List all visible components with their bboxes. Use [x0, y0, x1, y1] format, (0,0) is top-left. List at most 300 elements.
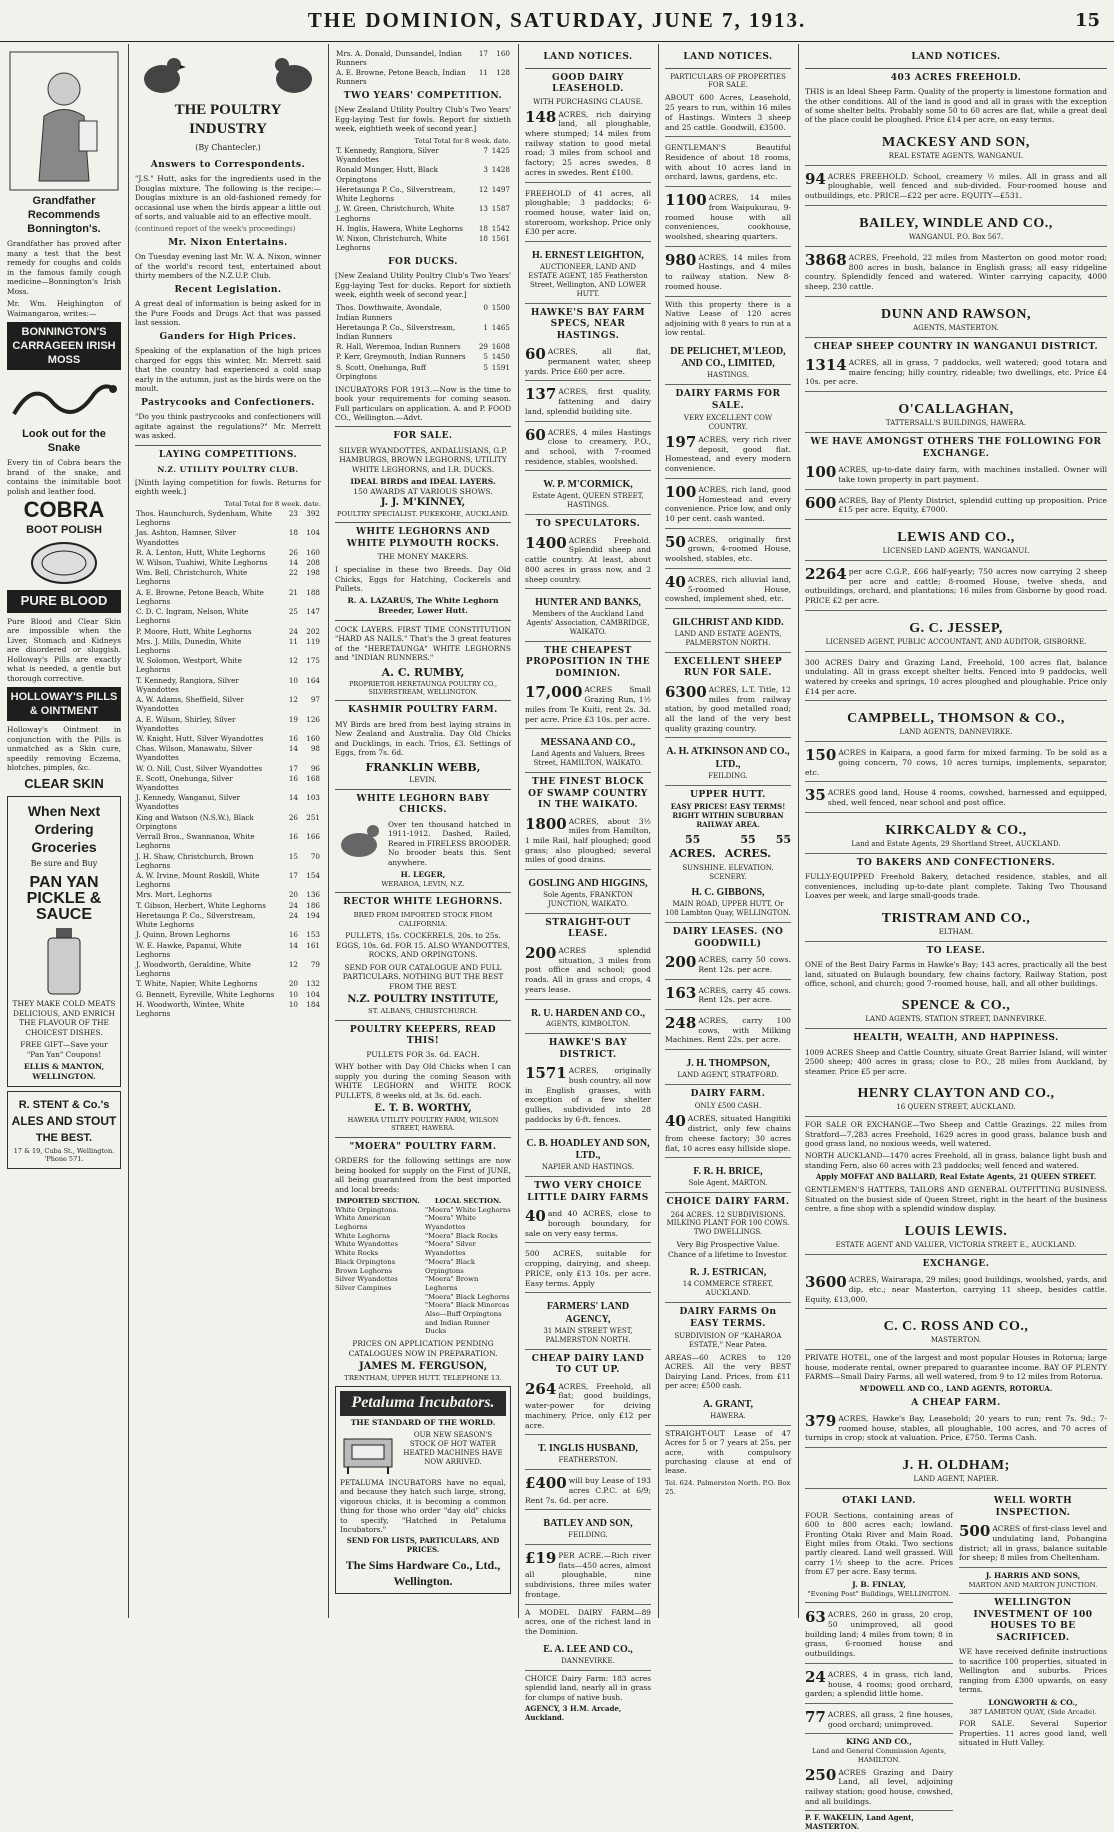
stent-ales: ALES AND STOUT [11, 1113, 117, 1128]
keepers-heading: POULTRY KEEPERS, READ THIS! [349, 1024, 497, 1047]
week-score: 13 [478, 204, 488, 214]
table-row [135, 675, 321, 694]
classified-ad [805, 493, 1107, 520]
ad-list [805, 250, 1107, 297]
ad-list [805, 462, 1107, 520]
ad-list [805, 1411, 1107, 1448]
ad-lead-number: 150 [805, 746, 837, 765]
dairy-farm-heading: DAIRY FARM. [690, 1088, 766, 1099]
batley-address: FEILDING. [568, 1531, 608, 1540]
acre-grid [665, 833, 791, 861]
classified-ad [525, 186, 651, 243]
column-advertisements [2, 44, 126, 1618]
total-score: 186 [306, 900, 320, 910]
gosling-address: Sole Agents, FRANKTON JUNCTION, WAIKATO. [543, 891, 633, 908]
ad-list [525, 1548, 651, 1605]
ad-text: ACRES, 4 miles Hastings close to creamery, P.O., and school, with 7-roomed residence, stables, woolshed. [525, 427, 651, 466]
classified-ad [805, 785, 1107, 812]
entrant-name: A. E. Browne, Petone Beach, White Leghorns [136, 587, 264, 606]
ad-text: ACRES, rich dairying land, all ploughable, where stumped; 14 miles from railway station to good metal road; 3 miles from school and factory; 25 acres swedes, 8 acres in swedes. Rent £100. [525, 109, 651, 177]
agency-address: AGENCY, 3 H.M. Arcade, Auckland. [525, 1704, 622, 1723]
entrant-name: W. Solomon, Westport, White Leghorns [136, 656, 242, 675]
classified-ad [665, 682, 791, 739]
ad-lead-number: £19 [525, 1549, 557, 1568]
list-item: Silver Wyandottes [335, 1275, 398, 1284]
club-heading: N.Z. UTILITY POULTRY CLUB. [157, 465, 299, 475]
ad-lead-number: 250 [805, 1765, 837, 1784]
rector-prices: PULLETS, 15s. COCKERELS, 20s. to 25s. EGGS, 10s. 6d. FOR 15. ALSO WYANDOTTES, ROCKS, AND ORPINGTONS. [336, 931, 510, 960]
ad-lead-number: 980 [665, 250, 697, 269]
two-years-table [335, 145, 511, 252]
entrant-name: Heretaunga P. Co., Silverstream, Indian Runners [336, 322, 456, 341]
entrant-name: S. Scott, Onehunga, Buff Orpingtons [336, 362, 426, 381]
cobra-subtitle: BOOT POLISH [26, 524, 102, 537]
mackesy-address: REAL ESTATE AGENTS, WANGANUI. [888, 151, 1024, 160]
total-score: 128 [496, 67, 510, 77]
local-breeds-list [425, 1206, 511, 1336]
week-score: 16 [288, 930, 298, 940]
ad-lead-number: 100 [665, 482, 697, 501]
entrant-name: W. Knight, Hutt, Silver Wyandottes [136, 733, 264, 743]
total-score: 166 [306, 832, 320, 842]
franklin-webb: FRANKLIN WEBB, [365, 760, 481, 774]
table-row [135, 547, 321, 557]
masthead [0, 0, 1114, 42]
ad-list [805, 169, 1107, 206]
ross-name: C. C. ROSS AND CO., [883, 1319, 1029, 1335]
ducks-heading: FOR DUCKS. [388, 256, 458, 267]
two-years-heading: TWO YEARS' COMPETITION. [343, 90, 503, 101]
ad-text: ACRES, originally bush country, all now in English grasses, with exception of a few shelter gullies, subdivided into 28 paddocks by 6-ft. fences. [525, 1066, 651, 1124]
rumby-name: A. C. RUMBY, [381, 665, 465, 679]
pelichet-name: DE PELICHET, M'LEOD, AND CO., LIMITED, [670, 345, 786, 370]
brice-name: F. R. H. BRICE, [693, 1166, 763, 1178]
total-score: 208 [306, 558, 320, 568]
only-cash: ONLY £500 CASH. [694, 1102, 762, 1111]
table-row [135, 744, 321, 763]
column-land-notices-1 [520, 44, 656, 1723]
jessep-block [805, 614, 1107, 652]
lee-name: E. A. LEE AND CO., [543, 1644, 633, 1656]
total-score: 164 [306, 675, 320, 685]
jessep-address: LICENSED AGENT, PUBLIC ACCOUNTANT, AND AUDITOR, GISBORNE. [825, 637, 1087, 646]
total-score: 126 [306, 714, 320, 724]
stent-best: THE BEST. [35, 1132, 93, 1144]
acre-grid-item: 55 ACRES. [724, 833, 772, 861]
grant-address: HAWERA. [710, 1411, 746, 1420]
total-score: 103 [306, 793, 320, 803]
week-score: 5 [483, 362, 488, 372]
kashmir-heading: KASHMIR POULTRY FARM. [348, 705, 498, 716]
entrant-name: J. Woodworth, Geraldine, White Leghorns [136, 959, 251, 979]
page-number: 15 [1074, 10, 1100, 31]
hunter-block [525, 592, 651, 642]
ad-text: per acre C.G.P., £66 half-yearly; 750 acres now carrying 2 sheep per acre and cattle; 8-roomed House, twelve sheds, and outbuildings, orchard, and plantations; 16 miles from Gisborne by good road. PRICE £2 per acre. [805, 566, 1107, 605]
entrant-name: Chas. Wilson, Manawatu, Silver Wyandottes [136, 744, 253, 763]
stent-advertisement [7, 1091, 121, 1169]
classified-ad [805, 1411, 1107, 1448]
farmers-agency-name: FARMERS' LAND AGENCY, [546, 1301, 630, 1326]
week-score: 20 [288, 890, 298, 900]
pan-yan-gift: FREE GIFT—Save your "Pan Yan" Coupons! [20, 1040, 108, 1059]
week-score: 17 [478, 48, 488, 58]
list-item: Silver Campines [335, 1283, 392, 1292]
table-row [135, 558, 321, 568]
ad-text: ACRES, all in grass, 7 paddocks, well watered; good totara and maire fencing; hilly country, rideable; two dwellings, etc. Price £4 10s. per acre. [805, 358, 1107, 387]
ad-text: ACRES, all grass, 2 fine houses, good orchard; unimproved. [827, 1710, 953, 1729]
ad-lead-number: 2264 [805, 564, 847, 583]
entrant-name: J. Quinn, Brown Leghorns [136, 930, 230, 940]
list-item: White American Leghorns [335, 1214, 391, 1232]
table-row [335, 342, 511, 352]
week-score: 12 [288, 959, 298, 969]
health-heading: HEALTH, WEALTH, AND HAPPINESS. [853, 1033, 1059, 1044]
snake-illustration [9, 374, 119, 424]
total-score: 153 [306, 930, 320, 940]
total-score: 161 [306, 940, 320, 950]
legislation-heading: Recent Legislation. [174, 284, 282, 295]
to-lease-heading: TO LEASE. [926, 945, 986, 956]
choice-farm-heading: CHOICE DAIRY FARM. [666, 1196, 790, 1207]
total-score: 160 [306, 733, 320, 743]
week-score: 10 [288, 675, 298, 685]
ad-text: ACRES good land, House 4 rooms, cowshed, harnessed and equipped, shed, well fenced, near school and post office. [827, 788, 1107, 808]
ad-lead-number: 24 [805, 1667, 826, 1686]
two-years-column-header: Total Total for 8 week. date. [414, 136, 511, 145]
entrant-name: W. Wilson, Tuahiwi, White Leghorns [136, 558, 268, 568]
table-row [135, 626, 321, 636]
total-score: 97 [310, 695, 320, 705]
table-row [335, 67, 511, 86]
list-item: "Moera" Black Minorcas [425, 1301, 510, 1310]
total-score: 79 [310, 959, 320, 969]
bottom-split [805, 1492, 1107, 1832]
mccormick-name: W. P. M'CORMICK, [543, 479, 633, 491]
club-note: [Ninth laying competition for fowls. Returns for eighth week.] [135, 477, 321, 497]
list-item: White Orpingtons. [335, 1205, 399, 1214]
classified-ad [525, 1379, 651, 1436]
thompson-address: LAND AGENT, STRATFORD. [677, 1070, 779, 1079]
classified-ad [665, 190, 791, 247]
entrant-name: G. Bennett, Eyreville, White Leghorns [136, 989, 275, 999]
ad-lead-number: 3600 [805, 1273, 847, 1292]
thompson-block [665, 1053, 791, 1085]
ad-lead-number: 197 [665, 433, 697, 451]
week-score: 26 [288, 812, 298, 822]
entrant-name: J. H. Shaw, Christchurch, Brown Leghorns [136, 851, 254, 870]
table-row [135, 508, 321, 527]
white-leghorns-text: I specialise in these two Breeds. Day Old Chicks, Eggs for Hatching, Cockerels and Pullets. [335, 565, 511, 593]
table-row [335, 322, 511, 341]
ad-lead-number: 40 [665, 572, 686, 591]
petaluma-new: OUR NEW SEASON'S STOCK OF HOT WATER HEATED MACHINES HAVE NOW ARRIVED. [403, 1430, 503, 1466]
wyandottes-ad: SILVER WYANDOTTES, ANDALUSIANS, G.P. HAMBURGS, BROWN LEGHORNS, UTILITY WHITE LEGHORNS, and I.R. DUCKS. [338, 445, 508, 474]
acre-grid-item: 55 ACRES. [669, 833, 716, 861]
atkinson-address: FEILDING. [708, 771, 748, 780]
pelichet-address: HASTINGS. [707, 371, 749, 380]
sheep-run-heading: EXCELLENT SHEEP RUN FOR SALE. [673, 656, 783, 679]
campbell-address: LAND AGENTS, DANNEVIRKE. [899, 728, 1013, 737]
week-score: 29 [478, 342, 488, 352]
ad-text: ACRES, Freehold, all flat; good buildings, water-power for driving machinery. Price, only £12 per acre. [525, 1381, 651, 1430]
acres-264: 264 ACRES. 12 SUBDIVISIONS. [670, 1210, 786, 1219]
kashmir-text: MY Birds are bred from best laying strains in New Zealand and Australia. Day Old Chicks and Ducklings, in each. Trios, £3. Settings of Eggs, from 7s. 6d. [335, 719, 511, 758]
grant-name: A. GRANT, [702, 1398, 754, 1410]
total-score: 392 [306, 508, 320, 518]
stent-address: 17 & 19, Cuba St., Wellington. 'Phone 571. [13, 1147, 115, 1164]
swamp-heading: THE FINEST BLOCK OF SWAMP COUNTRY IN THE WAIKATO. [528, 777, 648, 811]
list-item: Also—Buff Orpingtons and Indian Runner Ducks [425, 1309, 502, 1336]
ad-list [665, 432, 791, 609]
ad-lead-number: 6300 [665, 682, 707, 701]
land-notices-header: LAND NOTICES. [683, 52, 773, 62]
ad-text: and 40 ACRES, close to borough boundary, for sale on very easy terms. [525, 1209, 651, 1238]
classified-ad [525, 533, 651, 590]
ad-text: ACRES, first quality, fattening and dairy land, splendid building site. [525, 387, 651, 416]
entrant-name: Mrs. A. Donald, Dunsandel, Indian Runners [336, 48, 462, 67]
rector-sub: BRED FROM IMPORTED STOCK FROM CALIFORNIA. [353, 910, 493, 928]
column-land-notices-3 [800, 44, 1112, 1832]
entrant-name: H. Inglis, Hawera, White Leghorns [336, 223, 464, 233]
entrant-name: P. Moore, Hutt, White Leghorns [136, 626, 252, 636]
louis-lewis-name: LOUIS LEWIS. [904, 1223, 1008, 1239]
week-score: 14 [288, 940, 298, 950]
nixon-heading: Mr. Nixon Entertains. [168, 237, 288, 248]
petaluma-text: PETALUMA INCUBATORS have no equal, and because they hatch such large, strong, vigorous chicks, it is becoming a common thing for those who order "day old" chicks to specify, "Hatched in Petaluma Incubators." [340, 1477, 506, 1534]
ad-lead-number: 1800 [525, 814, 567, 833]
ad-lead-number: 77 [805, 1708, 826, 1727]
column-rule [328, 44, 329, 1618]
total-score: 154 [306, 871, 320, 881]
acre-grid-item: 55 [775, 833, 791, 847]
ad-list [665, 952, 791, 1050]
campbell-block [805, 704, 1107, 742]
moera-heading: "MOERA" POULTRY FARM. [349, 1141, 497, 1152]
ad-lead-number: 1100 [665, 191, 707, 210]
list-item: "Moera" White Leghorns [425, 1205, 511, 1214]
messana-name: MESSANA AND CO., [540, 737, 636, 749]
entrant-name: A. W. Adams, Sheffield, Silver Wyandottes [136, 695, 244, 714]
messana-address: Land Agents and Valuers, Brees Street, HAMILTON, WAIKATO. [531, 750, 645, 768]
total-score: 1561 [491, 233, 510, 243]
column-poultry-industry [130, 44, 326, 1618]
gosling-block [525, 873, 651, 914]
hoadley-name: C. B. HOADLEY AND SON, LTD., [526, 1137, 650, 1162]
table-row [135, 812, 321, 831]
week-score: 12 [478, 184, 488, 194]
sale-exchange-text: FOR SALE OR EXCHANGE—Two Sheep and Cattle Grazings. 22 miles from Stratford—7,283 acres Freehold, 1629 acres in good grass, balance bush and good grass land, no noxious weeds, well watered. [805, 1120, 1107, 1149]
ad-lead-number: £400 [525, 1474, 567, 1493]
table-row [135, 695, 321, 714]
list-item: Brown Leghorns [335, 1266, 393, 1275]
lewis-block [805, 523, 1107, 561]
grandfather-illustration [9, 51, 119, 191]
cheapest-heading: THE CHEAPEST PROPOSITION IN THE DOMINION. [525, 645, 651, 679]
ad-list [525, 344, 651, 471]
ad-text: ACRES Small Grazing Run, 1½ miles from Te Kuiti, rent 2s. 3d. per acre. Price £3 10s. per acre. [525, 685, 651, 724]
ad-text: ACRES, carry 100 cows, with Milking Machines. Rent 22s. per acre. [665, 1015, 791, 1045]
list-item: Black Orpingtons [335, 1257, 396, 1266]
otaki-heading: OTAKI LAND. [842, 1496, 916, 1507]
tristram-address: ELTHAM. [938, 927, 974, 936]
gilchrist-name: GILCHRIST AND KIDD. [672, 617, 784, 629]
total-score: 147 [306, 607, 320, 617]
laying-heading: LAYING COMPETITIONS. [158, 449, 298, 460]
table-row [335, 145, 511, 164]
total-score: 1608 [491, 342, 510, 352]
oldham-block [805, 1451, 1107, 1489]
two-years-note: [New Zealand Utility Poultry Club's Two Years' Egg-laying Test for fowls. Report for sixtieth week, eightieth week of second year.] [335, 105, 511, 134]
table-row [135, 999, 321, 1018]
total-score: 160 [496, 48, 510, 58]
dairy-easy-heading: DAIRY FARMS On EASY TERMS. [679, 1307, 777, 1329]
dunn-name: DUNN AND RAWSON, [881, 306, 1031, 322]
worthy-address: HAWERA UTILITY POULTRY FARM, WILSON STREET, HAWERA. [347, 1116, 499, 1133]
for-sale-end-text: FOR SALE. Several Superior Properties. 11 acres good land, well situated in Hutt Valley. [959, 1719, 1107, 1748]
table-row [335, 233, 511, 252]
harris-name: J. HARRIS AND SONS, [985, 1570, 1081, 1580]
table-row [135, 979, 321, 989]
ad-text: ACRES, Bay of Plenty District, splendid cutting up proposition. Price £15 per acre. Equity, £7000. [838, 495, 1107, 515]
ad-lead-number: 1571 [525, 1064, 567, 1083]
total-score: 98 [310, 744, 320, 754]
gibbons-name: H. C. GIBBONS, [691, 887, 765, 899]
jessep-name: G. C. JESSEP, [909, 620, 1003, 636]
total-score: 119 [306, 636, 320, 646]
table-row [335, 352, 511, 362]
ad-text: ACRES, 4 in grass, rich land, house, 4 rooms; good orchard, garden; a splendid little home. [805, 1669, 953, 1699]
answers-text: "J.S." Hutt, asks for the ingredients used in the Douglas mixture. The following is the recipe:—Douglas mixture is an old-fashioned remedy for occasional use when the birds appear a little out of sorts, and valuable aid to an effective moult. [135, 174, 321, 221]
lee-block [525, 1639, 651, 1671]
table-row [335, 362, 511, 381]
ad-text: ACRES, Hawke's Bay, Leasehold; 20 years to run; rent 7s. 9d.; 7-roomed house, stables, all ploughable, 100 acres, and 70 acres of turnips in crop; stock at valuation. Price, £750. Terms Cash. [805, 1414, 1107, 1443]
classified-ad [665, 482, 791, 529]
ad-text: GENTLEMAN'S Beautiful Residence of about 18 rooms, with about 10 acres land in orchard, lawns, gardens, etc. [665, 143, 791, 182]
total-score: 1542 [491, 223, 510, 233]
cobra-text: Every tin of Cobra bears the brand of the snake, and contains the inimitable boot polish and leather food. [7, 458, 121, 496]
classified-ad [805, 745, 1107, 782]
ad-list [525, 107, 651, 243]
entrant-name: King and Watson (N.S.W.), Black Orpingtons [136, 812, 254, 831]
prices-heading: Ganders for High Prices. [159, 331, 297, 342]
entrant-name: W. Nixon, Christchurch, White Leghorns [336, 233, 447, 253]
total-score: 70 [310, 851, 320, 861]
ad-text: ACRES, situated Hangitiki district, only few chains from cheese factory; 30 acres flat, 10 acres easy hillside slope. [665, 1114, 791, 1153]
moera-breeds [335, 1197, 511, 1336]
ad-text: ACRES, 14 miles from Hastings, and 4 miles to railway station. New 8-roomed house. [665, 252, 791, 291]
spence-name: SPENCE & CO., [901, 998, 1011, 1014]
subdivision-text: AREAS—60 ACRES to 120 ACRES. All the very BEST Dairying Land. Prices, from £11 per acre; £500 cash. [665, 1352, 791, 1391]
entrant-name: Thos. Haunchurch, Sydenham, White Leghorns [136, 508, 272, 528]
white-leghorns-heading: WHITE LEGHORNS AND WHITE PLYMOUTH ROCKS. [346, 527, 500, 549]
ordering-heading: When Next Ordering Groceries [27, 803, 101, 856]
runner-results-table [335, 48, 511, 87]
week-score: 24 [288, 910, 298, 920]
results-column-header: Total Total for 8 week. date. [224, 499, 321, 508]
ad-list [805, 745, 1107, 813]
pelichet-block [665, 341, 791, 386]
week-score: 7 [483, 145, 488, 155]
entrant-name: Verrall Bros., Swannanoa, White Leghorns [136, 832, 255, 851]
mackesy-block [805, 128, 1107, 166]
table-row [135, 733, 321, 743]
particulars-heading: PARTICULARS OF PROPERTIES FOR SALE. [670, 72, 786, 90]
entrant-name: E. Scott, Onehunga, Silver Wyandottes [136, 773, 233, 793]
classified-ad [525, 1548, 651, 1605]
week-score: 15 [288, 851, 298, 861]
freehold-text: THIS is an Ideal Sheep Farm. Quality of the property is limestone formation and the other conditions. All of the land is good and all in grass with the exception of some shelter belts. Probably some 50 to 60 acres are flat, while a great deal of the place could be ploughed. Price £14 per acre, on easy terms. [805, 87, 1107, 125]
week-score: 5 [483, 352, 488, 362]
ad-text: ACRES, rich land, good Homestead and every convenience. Price low, and only 10 per cent. cash wanted. [665, 484, 791, 524]
bakers-heading: TO BAKERS AND CONFECTIONERS. [856, 857, 1056, 868]
table-row [335, 223, 511, 233]
week-score: 14 [288, 558, 298, 568]
lewis-address: LICENSED LAND AGENTS, WANGANUI. [882, 546, 1030, 555]
classified-ad [525, 1473, 651, 1510]
table-row [135, 714, 321, 733]
harden-address: AGENTS, KIMBOLTON. [545, 1020, 631, 1029]
incubators-note: INCUBATORS FOR 1913.—Now is the time to book your requirements for coming season. Full particulars on application. A. and P. FOOD CO., Wellington.—Advt. [335, 384, 511, 422]
ad-lead-number: 63 [805, 1608, 826, 1627]
moffat-address: Apply MOFFAT AND BALLARD, Real Estate Agents, 21 QUEEN STREET. [815, 1172, 1097, 1182]
table-row [135, 773, 321, 792]
ad-text: ACRES, all flat, permanent water, sheep yards. Price £60 per acre. [525, 347, 651, 376]
pure-blood-heading: PURE BLOOD [7, 590, 121, 613]
ad-text: 300 ACRES Dairy and Grazing Land, Freehold, 100 acres flat, balance undulating. All in grass except shelter belts. Fenced into 9 paddocks, well watered by creeks and springs, 10 acres ploughed and ploughable. Price only £14 per acre. [805, 657, 1107, 696]
total-score: 96 [310, 763, 320, 773]
week-score: 19 [288, 714, 298, 724]
table-row [335, 165, 511, 184]
ross-address: MASTERTON. [930, 1336, 982, 1345]
entrant-name: A. E. Browne, Petone Beach, Indian Runners [336, 67, 466, 87]
week-score: 14 [288, 744, 298, 754]
straight-lease-heading: STRAIGHT-OUT LEASE. [545, 917, 631, 940]
list-item: White Wyandottes [335, 1240, 398, 1249]
estrican-address: 14 COMMERCE STREET, AUCKLAND. [682, 1280, 774, 1298]
ad-list [665, 1111, 791, 1158]
entrant-name: J. Kennedy, Wanganui, Silver Wyandottes [136, 793, 241, 812]
week-score: 14 [288, 793, 298, 803]
list-item: "Moera" White Wyandottes [425, 1214, 477, 1232]
cut-up-heading: CHEAP DAIRY LAND TO CUT UP. [531, 1353, 645, 1376]
total-score: 188 [306, 587, 320, 597]
atkinson-name: A. H. ATKINSON AND CO., LTD., [666, 746, 790, 771]
week-score: 16 [288, 773, 298, 783]
institute-address: ST. ALBANS, CHRISTCHURCH. [368, 1006, 478, 1015]
classified-ad [805, 169, 1107, 206]
classified-ad [665, 90, 791, 137]
dairy-leases-heading: DAIRY LEASES. (NO GOODWILL) [672, 927, 784, 949]
week-score: 18 [288, 528, 298, 538]
classified-ad [525, 1206, 651, 1243]
total-score: 1425 [491, 145, 510, 155]
classified-ad [805, 1272, 1107, 1309]
table-row [135, 763, 321, 773]
entrant-name: W. O. Nill, Cust, Silver Wyandottes [136, 763, 263, 773]
ad-lead-number: 35 [805, 786, 826, 805]
week-score: 20 [288, 979, 298, 989]
entrant-name: P. Kerr, Greymouth, Indian Runners [336, 352, 466, 362]
atkinson-block [665, 741, 791, 786]
laying-results-table [135, 508, 321, 1018]
pure-blood-text: Pure Blood and Clear Skin are impossible when the Liver, Stomach and Kidneys are disordered or sluggish. Holloway's Pills are exactly what is needed, a gentle but thorough corrective. [7, 616, 121, 683]
classified-ad [805, 462, 1107, 489]
list-item: White Leghorns [335, 1231, 390, 1240]
week-score: 17 [288, 871, 298, 881]
gibbons-block [665, 882, 791, 923]
institute-note: SEND FOR OUR CATALOGUE AND FULL PARTICULARS. NOTHING BUT THE BEST FROM THE BEST. [342, 962, 504, 991]
leger-name: H. LEGER, [400, 870, 446, 880]
